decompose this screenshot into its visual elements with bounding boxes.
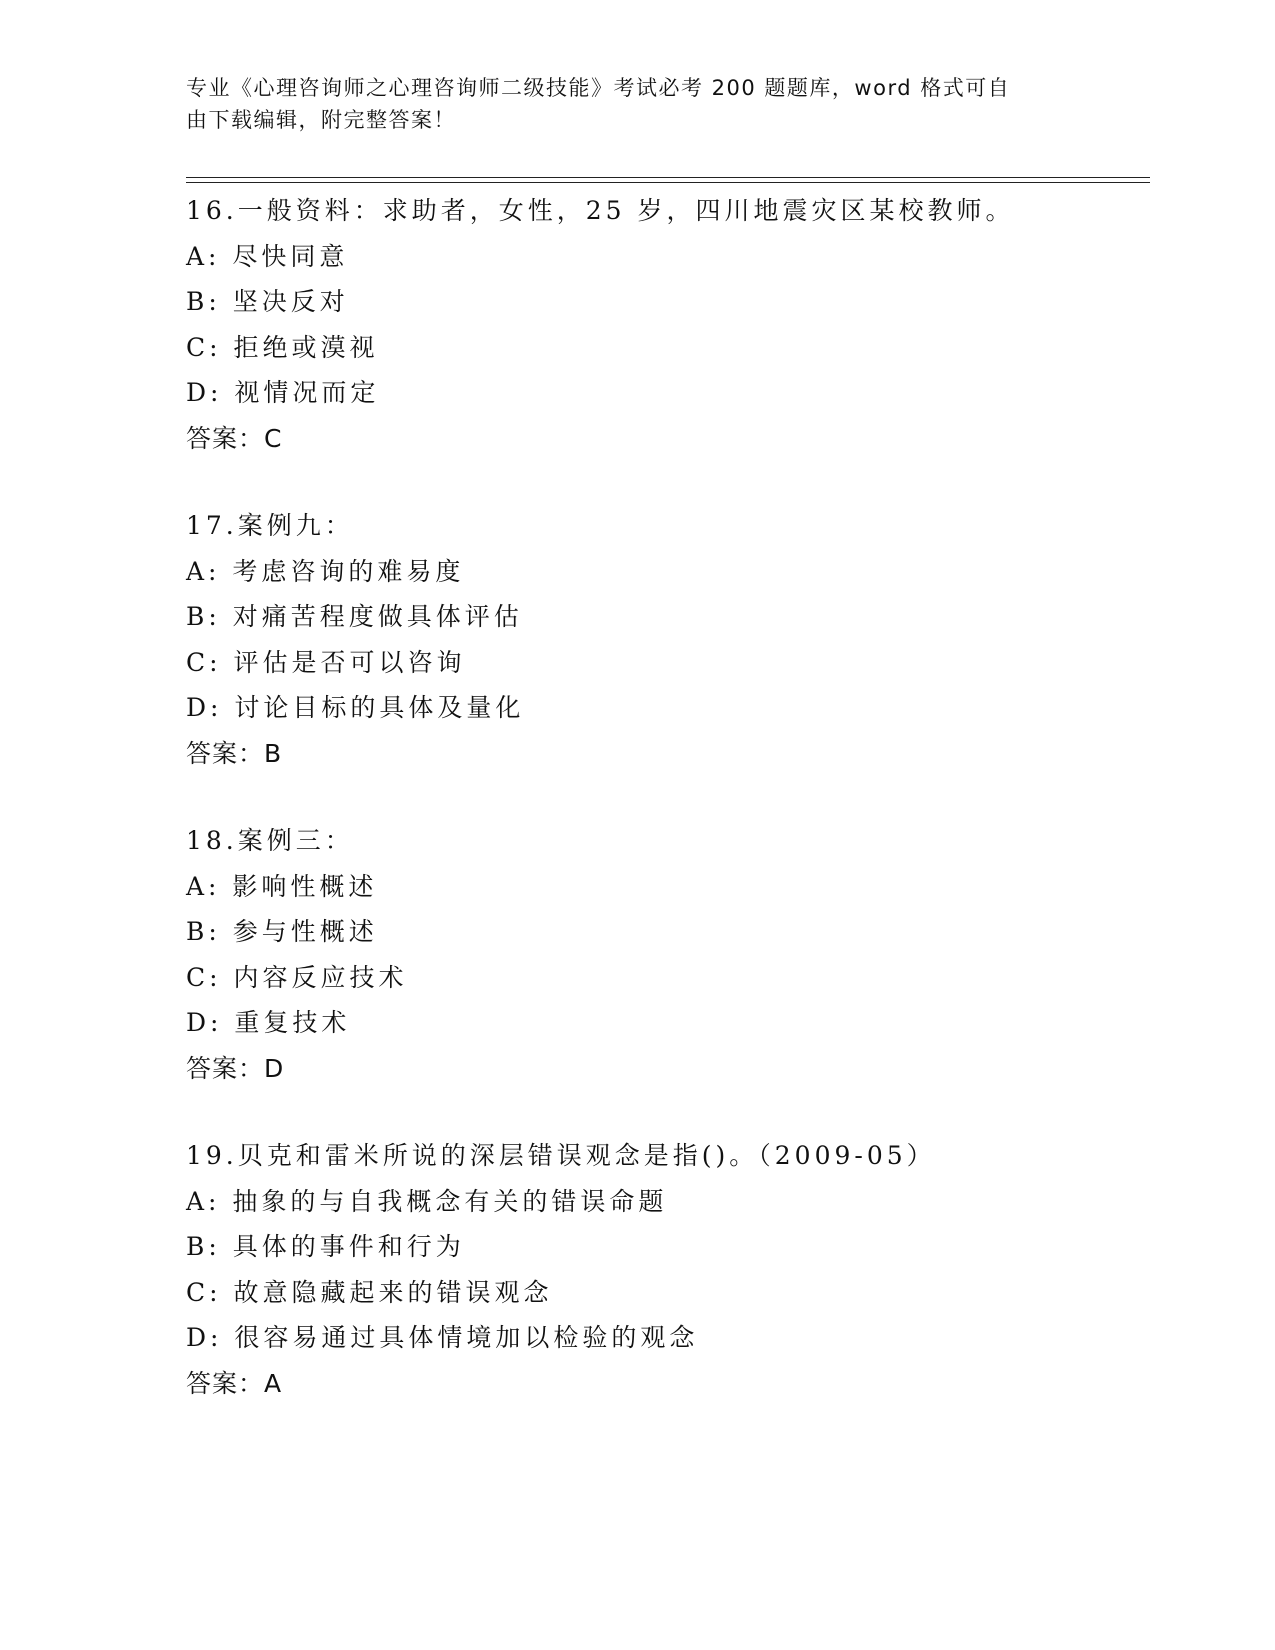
question-list — [186, 188, 1146, 1448]
option-a: A: 影响性概述 — [186, 871, 378, 901]
option-c: C: 评估是否可以咨询 — [186, 647, 466, 677]
header-divider-bottom — [186, 182, 1150, 183]
option-a: A: 考虑咨询的难易度 — [186, 556, 465, 586]
option-c: C: 拒绝或漠视 — [186, 332, 379, 362]
question-stem: 19.贝克和雷米所说的深层错误观念是指()。（2009-05） — [186, 1141, 936, 1170]
option-d: D: 讨论目标的具体及量化 — [186, 693, 525, 722]
header-line-2: 由下载编辑，附完整答案！ — [186, 108, 456, 132]
option-c: C: 内容反应技术 — [186, 962, 408, 992]
option-b: B: 具体的事件和行为 — [186, 1232, 465, 1261]
option-d: D: 视情况而定 — [186, 378, 380, 407]
answer: 答案：B — [186, 738, 283, 768]
question-stem: 17.案例九： — [186, 511, 354, 540]
answer: 答案：D — [186, 1053, 285, 1083]
option-c: C: 故意隐藏起来的错误观念 — [186, 1277, 553, 1307]
document-header — [186, 72, 1066, 136]
header-divider-top — [186, 177, 1150, 178]
question-16 — [186, 188, 1146, 461]
answer: 答案：C — [186, 423, 283, 453]
question-19 — [186, 1133, 1146, 1406]
question-18 — [186, 818, 1146, 1091]
option-d: D: 很容易通过具体情境加以检验的观念 — [186, 1323, 699, 1352]
header-line-1: 专业《心理咨询师之心理咨询师二级技能》考试必考 200 题题库，word 格式可自 — [186, 76, 1011, 100]
question-stem: 18.案例三： — [186, 826, 354, 855]
option-b: B: 参与性概述 — [186, 917, 378, 946]
option-b: B: 对痛苦程度做具体评估 — [186, 602, 523, 631]
option-b: B: 坚决反对 — [186, 287, 349, 316]
option-a: A: 尽快同意 — [186, 241, 349, 271]
question-stem: 16.一般资料：求助者，女性，25 岁，四川地震灾区某校教师。 — [186, 196, 1015, 225]
option-d: D: 重复技术 — [186, 1008, 351, 1037]
question-17 — [186, 503, 1146, 776]
answer: 答案：A — [186, 1368, 283, 1398]
option-a: A: 抽象的与自我概念有关的错误命题 — [186, 1186, 668, 1216]
